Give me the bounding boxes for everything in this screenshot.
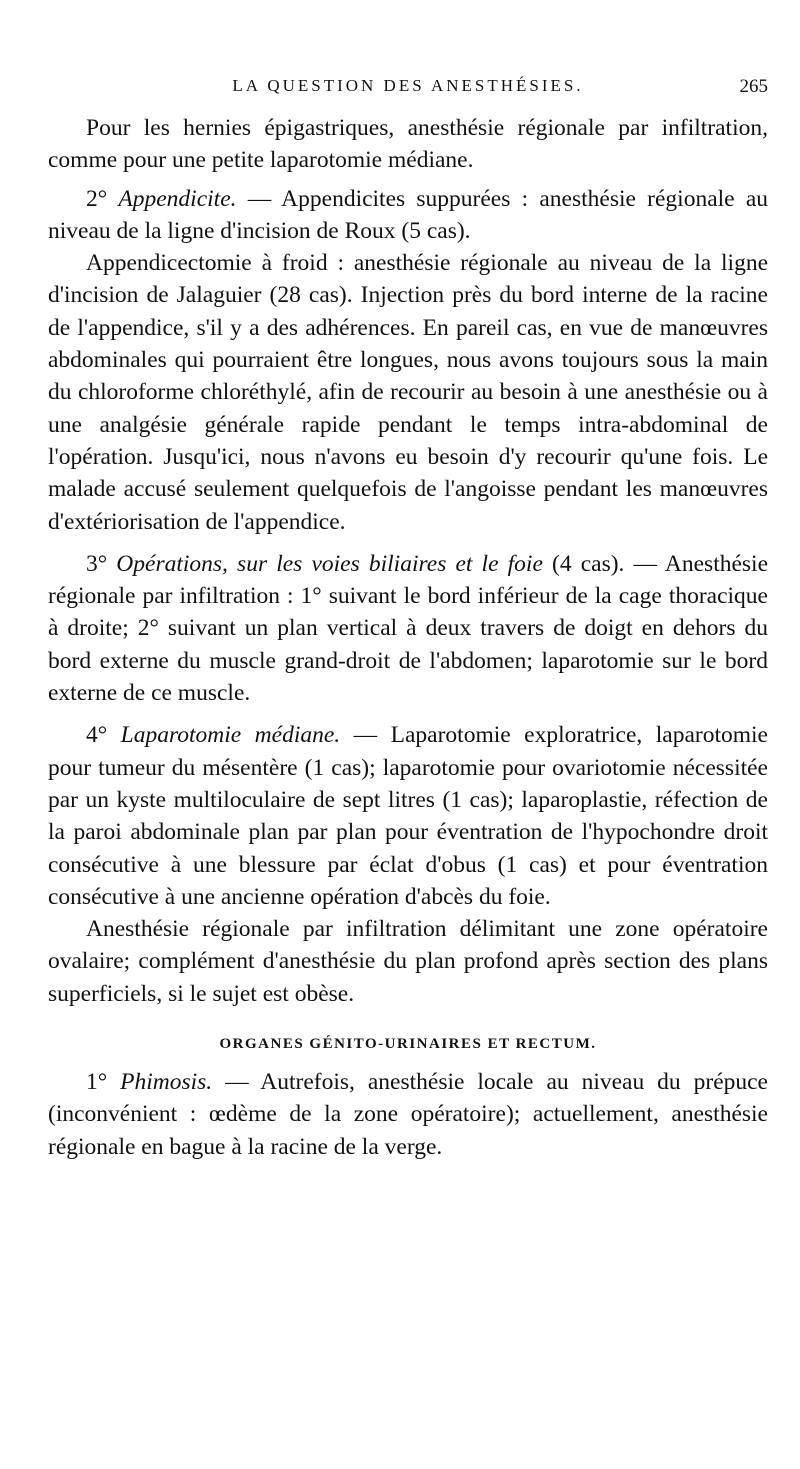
item-number: 4° xyxy=(86,722,108,749)
item-label: Opérations, sur les voies biliaires et le foie xyxy=(116,550,543,577)
paragraph-operations-biliaires xyxy=(48,548,768,709)
paragraph-anesthesie-regionale: Anesthésie régionale par infiltration délimitant une zone opératoire ovalaire; complément d'anesthésie du plan profond après section des plans superficiels, si le sujet est obèse. xyxy=(48,916,768,1007)
running-head xyxy=(48,76,768,104)
paragraph-laparotomie xyxy=(48,719,768,913)
paragraph-phimosis xyxy=(48,1066,768,1163)
paragraph-appendicectomie: Appendicectomie à froid : anesthésie régionale au niveau de la ligne d'incision de Jalaguier (28 cas). Injection près du bord interne de la racine de l'appendice, s'il y a des adhérences. En pareil cas, en vue de manœuvres abdominales qui pourraient être longues, nous avons toujours sous la main du chloroforme chloréthylé, afin de recourir au besoin à une anesthésie ou à une analgésie générale rapide pendant le temps intra-abdominal de l'opération. Jusqu'ici, nous n'avons eu besoin d'y recourir qu'une fois. Le malade accusé seulement quelquefois de l'angoisse pendant les manœuvres d'extériorisation de l'appendice. xyxy=(48,250,768,535)
item-number: 2° xyxy=(86,185,108,212)
item-text: (4 cas). — Anesthésie régionale par infiltration : 1° suivant le bord inférieur de la cage thoracique à droite; 2° suivant un plan vertical à deux travers de doigt en dehors du bord externe du muscle grand-droit de l'abdomen; laparotomie sur le bord externe de ce muscle. xyxy=(48,550,769,707)
page-number: 265 xyxy=(739,76,768,97)
item-label: Phimosis. xyxy=(120,1069,213,1096)
body-text xyxy=(48,112,768,1163)
item-text: — Autrefois, anesthésie locale au niveau du prépuce (inconvénient : œdème de la zone opératoire); actuellement, anesthésie régionale en bague à la racine de la verge. xyxy=(48,1069,768,1160)
running-title: LA QUESTION DES ANESTHÉSIES. xyxy=(232,76,584,95)
paragraph-hernies: Pour les hernies épigastriques, anesthésie régionale par infiltration, comme pour une petite laparotomie médiane. xyxy=(48,115,768,174)
item-number: 3° xyxy=(86,550,108,577)
paragraph-appendicite xyxy=(48,183,768,248)
item-number: 1° xyxy=(86,1069,108,1096)
item-text: — Laparotomie exploratrice, laparotomie pour tumeur du mésentère (1 cas); laparotomie pour ovariotomie nécessitée par un kyste multiloculaire de sept litres (1 cas); laparoplastie, réfection de la paroi abdominale plan par plan pour éventration de l'hypochondre droit consécutive à une blessure par éclat d'obus (1 cas) et pour éventration consécutive à une ancienne opération d'abcès du foie. xyxy=(48,722,768,910)
item-label: Laparotomie médiane. xyxy=(120,722,341,749)
section-heading: ORGANES GÉNITO-URINAIRES ET RECTUM. xyxy=(219,1036,597,1053)
item-text: — Appendicites suppurées : anesthésie régionale au niveau de la ligne d'incision de Roux (5 cas). xyxy=(48,185,768,244)
item-label: Appendicite. xyxy=(118,185,237,212)
